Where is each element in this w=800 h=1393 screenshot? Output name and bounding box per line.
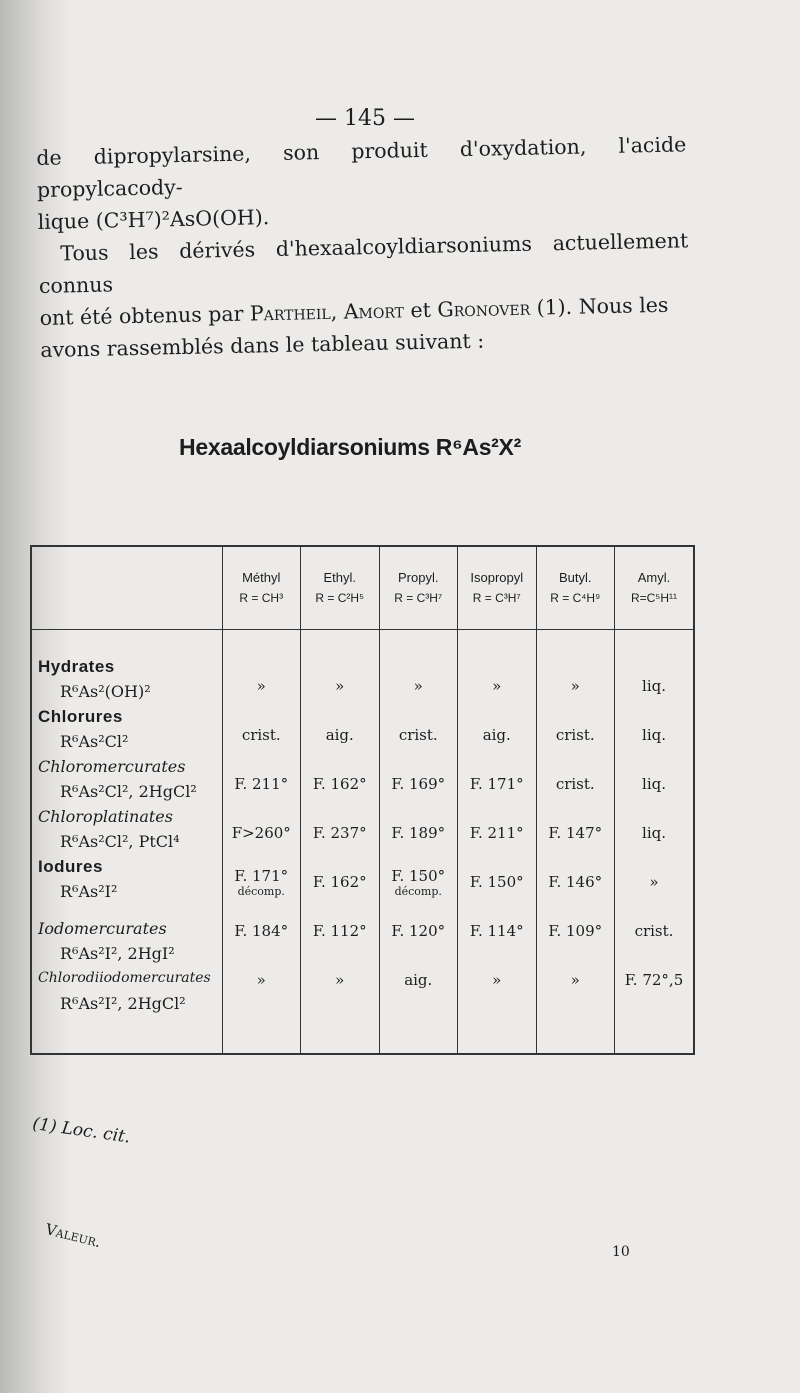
table-cell: F. 109° [548,922,603,940]
table-cell: » [492,971,502,989]
table-cell: crist. [634,922,674,940]
table-cell: liq. [642,726,666,744]
row-labels-column [32,630,222,1054]
table-cell: crist. [241,726,281,744]
table-cell: F. 120° [391,922,446,940]
table-cell: » [413,677,423,695]
group-label: Chloromercurates [38,757,186,776]
table-cell: aig. [404,971,433,989]
author-name: Amort [343,298,405,324]
data-table [30,545,695,1055]
data-column [301,630,380,1054]
column-formula: R = C³H⁷ [394,591,443,605]
table-cell: » [335,971,345,989]
column-formula: R = CH³ [239,591,284,605]
column-formula: R = C²H⁵ [315,591,365,605]
table-cell: F. 72°,5 [624,971,684,989]
column-header [379,547,458,630]
text-line: lique (C³H⁷)²AsO(OH). [37,205,270,234]
table-cell: liq. [642,775,666,793]
table-cell: » [570,677,580,695]
column-formula: R = C⁴H⁹ [550,591,601,605]
data-column [379,630,458,1054]
table-cell: F. 162° [312,873,367,891]
cell-note: décomp. [394,884,442,898]
table-title: Hexaalcoyldiarsoniums R⁶As²X² [179,434,521,460]
table-header-row [32,547,693,630]
table-cell: F. 171° [469,775,524,793]
text-line: et [403,297,438,323]
formula-label: R⁶As²I², 2HgI² [60,944,175,963]
table-cell: crist. [398,726,438,744]
table-cell: F. 147° [548,824,603,842]
table-cell: F. 237° [312,824,367,842]
author-name: Gronover [437,295,531,322]
group-label: Iodomercurates [38,919,167,938]
column-name: Propyl. [398,570,439,585]
footnote: (1) Loc. cit. [31,1114,132,1148]
column-name: Amyl. [637,570,671,585]
table-cell-group [223,858,301,907]
signature-mark: Valeur. [43,1220,103,1252]
group-label: Hydrates [38,657,115,676]
table-cell: » [335,677,345,695]
table-cell: F>260° [231,824,291,842]
data-column [222,630,301,1054]
column-header [536,547,615,630]
table-cell: crist. [555,775,595,793]
intro-paragraph [36,128,691,366]
column-formula: R = C³H⁷ [472,591,521,605]
table-cell: F. 146° [548,873,603,891]
table-cell: F. 112° [312,922,367,940]
group-label: Chlorures [38,707,123,726]
table-cell: » [649,873,659,891]
column-formula: R=C⁵H¹¹ [631,591,677,605]
group-label: Iodures [38,857,103,876]
table-cell: » [570,971,580,989]
table-cell: F. 150° [391,866,446,885]
table-cell: » [256,677,266,695]
group-label: Chlorodiiodomercurates [38,970,211,986]
text-line: ont été obtenus par [39,301,251,330]
group-label: Chloroplatinates [38,807,173,826]
table-cell: crist. [555,726,595,744]
table-cell: » [256,971,266,989]
column-name: Butyl. [558,570,592,585]
column-name: Méthyl [242,570,281,585]
text-line: de dipropylarsine, son produit d'oxydation, l'acide propylcacody- [36,132,687,202]
author-name: Partheil [249,299,331,326]
text-line: avons rassemblés dans le tableau suivant : [40,328,485,362]
table-cell: » [492,677,502,695]
table-cell: aig. [482,726,511,744]
table-cell: aig. [325,726,354,744]
table-cell-group [380,858,458,907]
table-cell: F. 211° [234,775,289,793]
data-column [615,630,694,1054]
sheet-number: 10 [612,1244,630,1260]
column-name: Isopropyl [470,570,524,585]
table-cell: F. 211° [469,824,524,842]
formula-label: R⁶As²(OH)² [60,682,151,701]
formula-label: R⁶As²Cl², PtCl⁴ [60,832,180,851]
formula-label: R⁶As²I² [60,882,118,901]
data-column [458,630,537,1054]
table-body-row [32,630,693,1054]
table-cell: F. 162° [312,775,367,793]
column-name: Ethyl. [323,570,356,585]
table-cell: F. 189° [391,824,446,842]
table-cell: F. 114° [469,922,524,940]
formula-label: R⁶As²Cl² [60,732,129,751]
intro-line: ont été obtenus par Partheil, Amort et Gronover (1). Nous les [39,292,669,330]
formula-label: R⁶As²I², 2HgCl² [60,994,186,1013]
column-header [615,547,694,630]
table-cell: F. 171° [234,866,289,885]
text-line: Tous les dérivés d'hexaalcoyldiarsoniums actuellement connus [38,228,689,298]
column-header [458,547,537,630]
cell-note: décomp. [237,884,285,898]
header-empty-cell [32,547,222,630]
formula-label: R⁶As²Cl², 2HgCl² [60,782,197,801]
table-cell: F. 169° [391,775,446,793]
column-header [301,547,380,630]
column-header [222,547,301,630]
table-cell: liq. [642,677,666,695]
text-line: (1). Nous les [529,292,669,320]
data-column [536,630,615,1054]
page-number: — 145 — [315,106,415,131]
table-cell: F. 150° [469,873,524,891]
table-cell: liq. [642,824,666,842]
table-cell: F. 184° [234,922,289,940]
